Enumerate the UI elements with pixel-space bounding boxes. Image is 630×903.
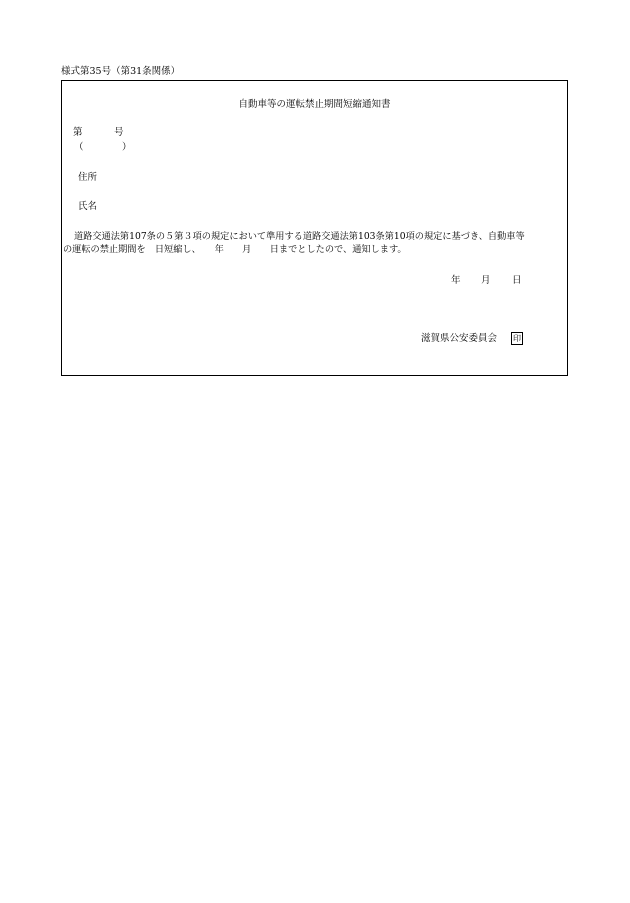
date-year: 年 bbox=[451, 275, 461, 286]
document-title: 自動車等の運転禁止期間短縮通知書 bbox=[238, 99, 391, 110]
body-line-1: 道路交通法第107条の５第３項の規定において準用する道路交通法第103条第10項の規定に基づき、自動車等 bbox=[74, 231, 525, 242]
seal-mark: 印 bbox=[513, 334, 521, 343]
paren-open: （ bbox=[74, 142, 84, 153]
issuer-name: 滋賀県公安委員会 bbox=[421, 333, 498, 344]
date-month: 月 bbox=[481, 275, 491, 286]
address-label: 住所 bbox=[78, 172, 98, 183]
notice-frame bbox=[61, 80, 568, 376]
form-number: 様式第35号（第31条関係） bbox=[61, 66, 181, 77]
number-prefix: 第 bbox=[73, 127, 83, 138]
date-day: 日 bbox=[512, 275, 522, 286]
body-line-2: の運転の禁止期間を 日短縮し、 年 月 日までとしたので、通知します。 bbox=[63, 244, 407, 255]
name-label: 氏名 bbox=[78, 201, 98, 212]
number-suffix: 号 bbox=[114, 127, 124, 138]
paren-close: ） bbox=[122, 142, 132, 153]
